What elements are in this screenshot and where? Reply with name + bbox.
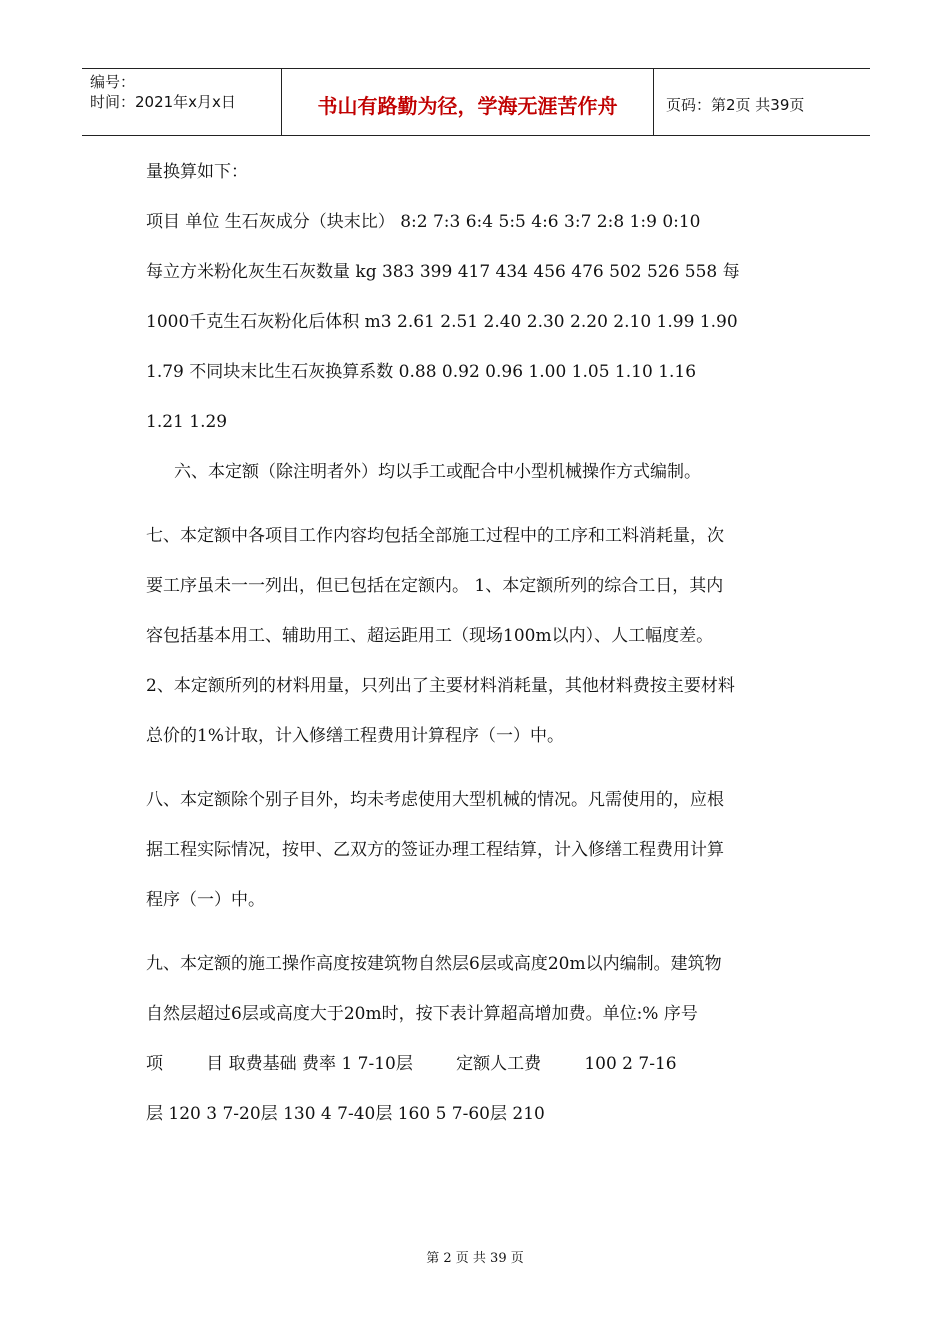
header-page-info: 页码：第2页 共39页 bbox=[666, 95, 805, 114]
paragraph-7-line: 2、本定额所列的材料用量，只列出了主要材料消耗量，其他材料费按主要材料 bbox=[146, 676, 735, 696]
text-line: 量换算如下： bbox=[146, 162, 248, 182]
paragraph-9-line: 自然层超过6层或高度大于20m时，按下表计算超高增加费。单位:% 序号 bbox=[146, 1004, 698, 1024]
paragraph-gap bbox=[146, 930, 816, 944]
paragraph-7-line: 要工序虽未一一列出，但已包括在定额内。 1、本定额所列的综合工日，其内 bbox=[146, 576, 724, 596]
code-label: 编号： bbox=[90, 73, 136, 91]
text-line: 1000千克生石灰粉化后体积 m3 2.61 2.51 2.40 2.30 2.20 2.10 1.99 1.90 bbox=[146, 312, 738, 332]
paragraph-9-line: 项 目 取费基础 费率 1 7-10层 定额人工费 100 2 7-16 bbox=[146, 1054, 677, 1074]
paragraph-8-line: 程序（一）中。 bbox=[146, 890, 265, 910]
text-line: 项目 单位 生石灰成分（块末比） 8:2 7:3 6:4 5:5 4:6 3:7 2:8 1:9 0:10 bbox=[146, 212, 701, 232]
header-motto: 书山有路勤为径，学海无涯苦作舟 bbox=[282, 69, 654, 135]
time-label: 时间：2021年x月x日 bbox=[90, 93, 236, 111]
text-line: 1.21 1.29 bbox=[146, 412, 228, 432]
paragraph-8-line: 八、本定额除个别子目外，均未考虑使用大型机械的情况。凡需使用的，应根 bbox=[146, 790, 724, 810]
header-meta bbox=[82, 69, 282, 135]
paragraph-6: 六、本定额（除注明者外）均以手工或配合中小型机械操作方式编制。 bbox=[174, 462, 701, 482]
paragraph-gap bbox=[146, 502, 816, 516]
paragraph-8-line: 据工程实际情况，按甲、乙双方的签证办理工程结算，计入修缮工程费用计算 bbox=[146, 840, 724, 860]
paragraph-7-line: 七、本定额中各项目工作内容均包括全部施工过程中的工序和工料消耗量，次 bbox=[146, 526, 724, 546]
text-line: 每立方米粉化灰生石灰数量 kg 383 399 417 434 456 476 502 526 558 每 bbox=[146, 262, 740, 282]
paragraph-9-line: 九、本定额的施工操作高度按建筑物自然层6层或高度20m以内编制。建筑物 bbox=[146, 954, 722, 974]
page-header bbox=[82, 68, 870, 136]
page-footer: 第 2 页 共 39 页 bbox=[426, 1251, 524, 1266]
paragraph-9-line: 层 120 3 7-20层 130 4 7-40层 160 5 7-60层 210 bbox=[146, 1104, 545, 1124]
paragraph-gap bbox=[146, 766, 816, 780]
document-body bbox=[146, 152, 816, 1144]
paragraph-7-line: 总价的1%计取，计入修缮工程费用计算程序（一）中。 bbox=[146, 726, 564, 746]
paragraph-7-line: 容包括基本用工、辅助用工、超运距用工（现场100m以内）、人工幅度差。 bbox=[146, 626, 714, 646]
text-line: 1.79 不同块末比生石灰换算系数 0.88 0.92 0.96 1.00 1.05 1.10 1.16 bbox=[146, 362, 697, 382]
